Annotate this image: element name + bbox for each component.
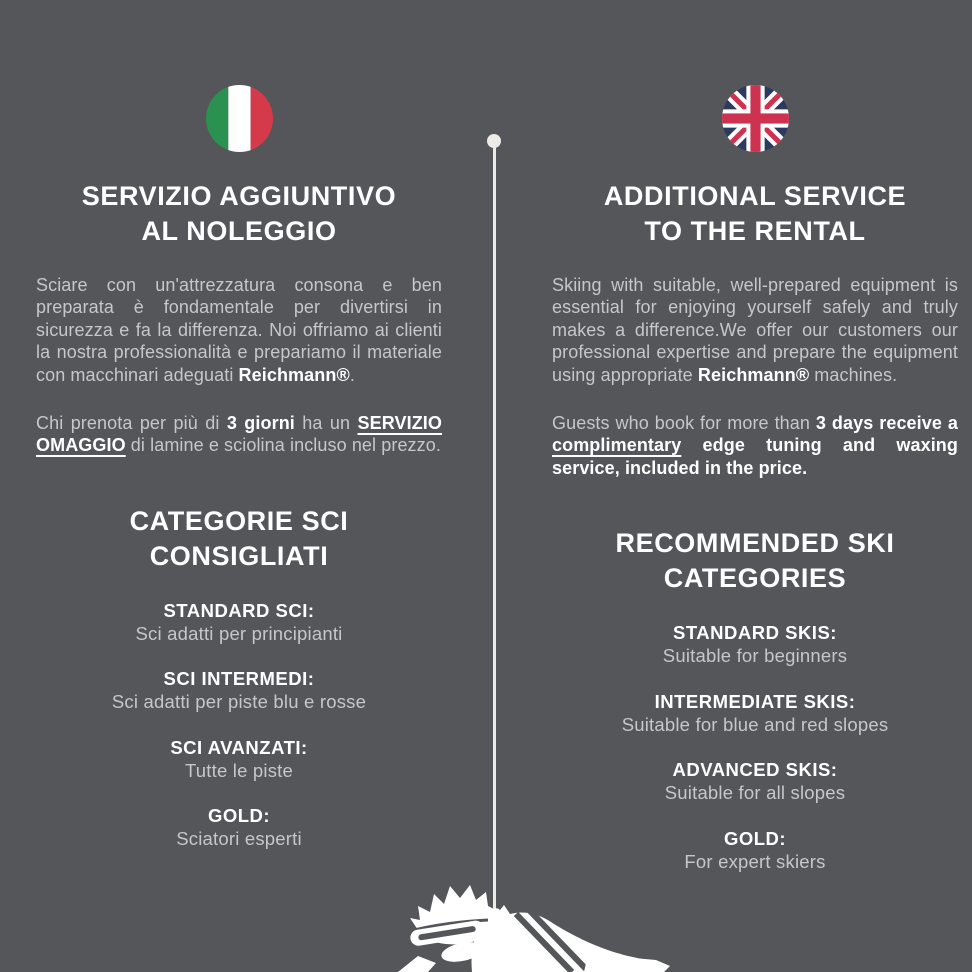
category-desc: Sci adatti per piste blu e rosse <box>111 691 367 713</box>
category-label: SCI AVANZATI: <box>170 736 308 758</box>
category-label: STANDARD SCI: <box>163 599 315 621</box>
service-title-en-line2: TO THE RENTAL <box>644 216 866 246</box>
category-desc: Sciatori esperti <box>176 828 302 850</box>
categories-title-it-line1: CATEGORIE SCI <box>129 505 349 536</box>
service-title-english <box>552 179 958 249</box>
paragraph-english-2: Guests who book for more than 3 days receive a complimentary edge tuning and waxing service, included in the price. <box>552 413 958 478</box>
service-title-italian <box>36 179 442 249</box>
paragraph-italian-1: Sciare con un'attrezzatura consona e ben preparata è fondamentale per divertirsi in sicurezza e fa la differenza. Noi offriamo ai clienti la nostra professionalità e prepariamo il materiale con macchinari adeguati Reichmann®. <box>36 275 442 385</box>
category-item <box>36 736 442 783</box>
category-label: ADVANCED SKIS: <box>672 759 838 781</box>
category-label: GOLD: <box>723 827 787 849</box>
category-label: SCI INTERMEDI: <box>163 668 315 690</box>
category-label: STANDARD SKIS: <box>673 622 837 644</box>
category-desc: Suitable for blue and red slopes <box>621 713 889 735</box>
divider-dot <box>487 134 501 148</box>
categories-title-en-line2: CATEGORIES <box>663 563 847 594</box>
category-item <box>36 599 442 646</box>
category-desc: Sci adatti per principianti <box>135 622 343 644</box>
uk-flag-icon <box>722 85 789 152</box>
category-item <box>36 667 442 714</box>
category-item <box>552 690 958 737</box>
category-desc: Tutte le piste <box>184 759 294 781</box>
skier-illustration <box>388 880 680 972</box>
category-item <box>552 827 958 874</box>
category-desc: Suitable for beginners <box>662 645 848 667</box>
categories-title-en-line1: RECOMMENDED SKI <box>615 528 895 559</box>
categories-title-italian <box>36 504 442 574</box>
categories-title-english <box>552 526 958 596</box>
italy-flag-icon <box>206 85 273 152</box>
category-item <box>552 621 958 668</box>
category-desc: For expert skiers <box>684 850 826 872</box>
category-label: GOLD: <box>207 805 271 827</box>
column-english <box>552 0 958 895</box>
category-item <box>36 804 442 851</box>
service-title-it-line2: AL NOLEGGIO <box>141 216 337 246</box>
category-desc: Suitable for all slopes <box>664 782 846 804</box>
category-item <box>552 758 958 805</box>
service-title-en-line1: ADDITIONAL SERVICE <box>603 181 907 211</box>
categories-list-english <box>552 621 958 873</box>
categories-list-italian <box>36 599 442 851</box>
paragraph-italian-2: Chi prenota per più di 3 giorni ha un SERVIZIO OMAGGIO di lamine e sciolina incluso nel prezzo. <box>36 413 442 456</box>
paragraph-english-1: Skiing with suitable, well-prepared equipment is essential for enjoying yourself safely and truly makes a difference.We offer our customers our professional expertise and prepare the equipment using appropriate Reichmann® machines. <box>552 275 958 385</box>
categories-title-it-line2: CONSIGLIATI <box>149 540 329 571</box>
service-title-it-line1: SERVIZIO AGGIUNTIVO <box>81 181 397 211</box>
column-italian <box>36 0 442 873</box>
divider-line <box>493 147 496 913</box>
category-label: INTERMEDIATE SKIS: <box>654 690 856 712</box>
